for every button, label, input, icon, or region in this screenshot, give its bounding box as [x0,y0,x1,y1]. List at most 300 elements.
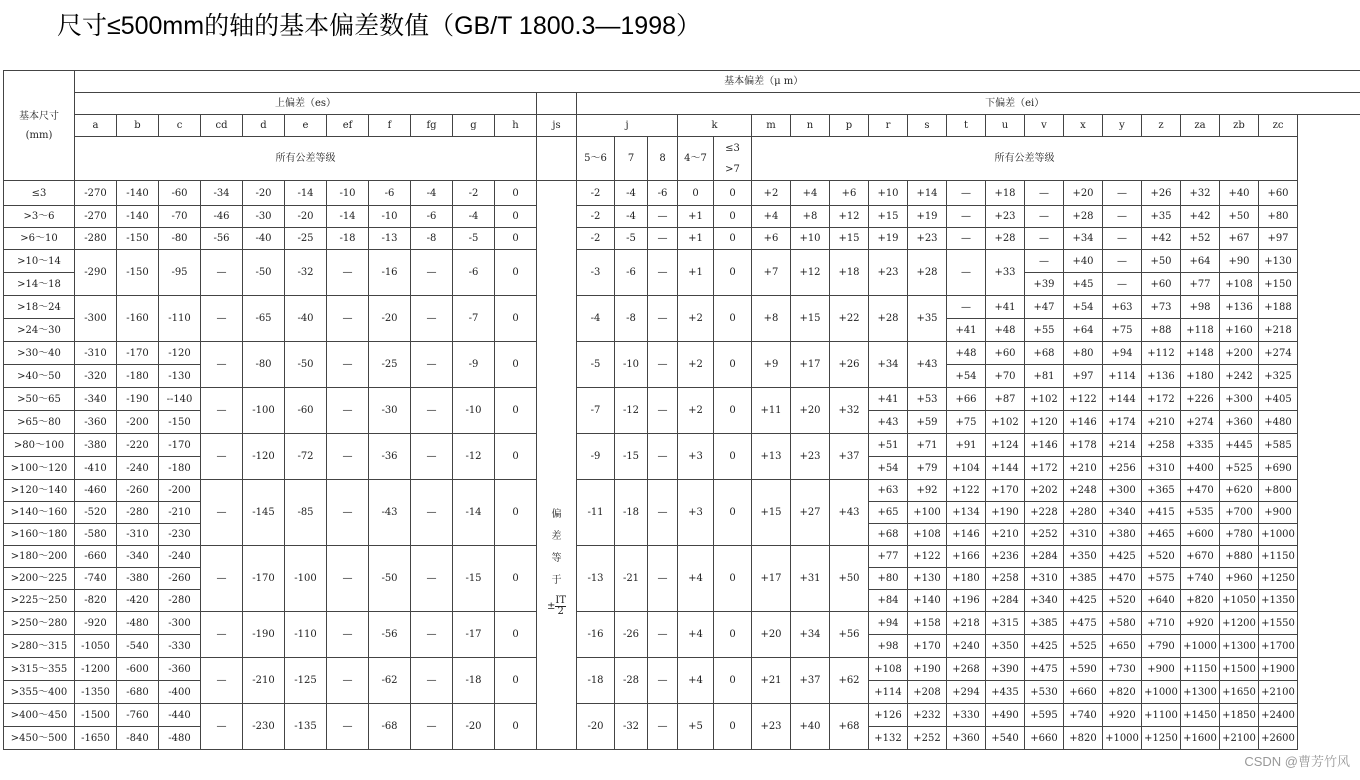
table-cell: +315 [986,612,1025,635]
table-cell: -600 [117,658,159,681]
table-cell: 0 [495,704,537,750]
table-cell: -2 [453,181,495,206]
table-cell: +310 [1064,524,1103,546]
table-cell: +132 [869,727,908,750]
dash-cell: — [411,612,453,658]
size-cell: >14～18 [4,273,75,296]
table-cell: +690 [1259,457,1298,480]
table-cell: — [947,228,986,250]
table-cell: +196 [947,590,986,612]
letter-header: n [791,115,830,137]
table-cell: -10 [615,342,648,388]
table-cell: -4 [453,206,495,228]
table-cell: +56 [830,612,869,658]
table-cell: — [648,206,678,228]
table-cell: -20 [369,296,411,342]
table-cell: — [648,388,678,434]
letter-header: v [1025,115,1064,137]
table-cell: +42 [1142,228,1181,250]
js-text: 偏 [551,508,562,520]
grade-header: 5～6 [577,137,615,181]
unit-label: (mm) [25,129,53,141]
dash-cell: — [411,658,453,704]
table-cell: -5 [453,228,495,250]
table-row [4,480,1360,502]
table-cell: -220 [117,434,159,457]
table-cell: +23 [986,206,1025,228]
table-cell: +365 [1142,480,1181,502]
table-cell: +65 [869,502,908,524]
table-cell: +1550 [1259,612,1298,635]
table-cell: +50 [1220,206,1259,228]
dash-cell: — [201,658,243,704]
table-cell: +4 [678,658,714,704]
table-cell: +68 [830,704,869,750]
table-cell: +258 [1142,434,1181,457]
letter-header: d [243,115,285,137]
table-cell: +170 [908,635,947,658]
table-cell: +390 [986,658,1025,681]
table-cell: -7 [577,388,615,434]
table-cell: +55 [1025,319,1064,342]
size-cell: >225～250 [4,590,75,612]
table-cell: -740 [75,568,117,590]
dash-cell: — [327,388,369,434]
dash-cell: — [201,342,243,388]
table-cell: +252 [908,727,947,750]
table-cell: -540 [117,635,159,658]
table-cell: -43 [369,480,411,546]
table-cell: -480 [159,727,201,750]
table-cell: -180 [159,457,201,480]
table-cell: +35 [908,296,947,342]
dash-cell: — [327,612,369,658]
dash-cell: — [327,250,369,296]
letter-header: g [453,115,495,137]
table-cell: +535 [1181,502,1220,524]
letter-header: fg [411,115,453,137]
table-cell: +240 [947,635,986,658]
table-cell: -9 [577,434,615,480]
table-cell: +580 [1103,612,1142,635]
table-row [4,206,1360,228]
table-cell: +35 [1142,206,1181,228]
table-cell: +174 [1103,411,1142,434]
table-cell: +350 [986,635,1025,658]
letter-header: t [947,115,986,137]
size-cell: >18～24 [4,296,75,319]
table-cell: +8 [752,296,791,342]
table-cell: 0 [714,228,752,250]
table-cell: +126 [869,704,908,727]
deviation-table-wrapper [3,70,1350,750]
page-title: 尺寸≤500mm的轴的基本偏差数值（GB/T 1800.3—1998） [57,12,701,40]
table-cell: -120 [159,342,201,365]
table-cell: +12 [830,206,869,228]
table-cell: -190 [243,612,285,658]
table-cell: +39 [1025,273,1064,296]
table-cell: +102 [1025,388,1064,411]
table-cell: +27 [791,480,830,546]
letter-header: c [159,115,201,137]
table-cell: -20 [577,704,615,750]
table-cell: +170 [986,480,1025,502]
table-cell: +19 [908,206,947,228]
table-cell: +208 [908,681,947,704]
table-cell: -16 [577,612,615,658]
table-cell: +15 [791,296,830,342]
table-cell: +310 [1025,568,1064,590]
table-row [4,546,1360,568]
table-cell: -460 [75,480,117,502]
table-cell: -210 [243,658,285,704]
table-cell: -1650 [75,727,117,750]
table-cell: +20 [1064,181,1103,206]
table-cell: -170 [117,342,159,365]
table-cell: +660 [1025,727,1064,750]
dash-cell: — [327,704,369,750]
table-cell: -11 [577,480,615,546]
table-cell: +200 [1220,342,1259,365]
table-cell: — [648,480,678,546]
table-cell: +134 [947,502,986,524]
table-cell: +19 [869,228,908,250]
js-text: 等 [551,552,562,564]
table-cell: +540 [986,727,1025,750]
table-cell: +1300 [1181,681,1220,704]
table-cell: +1050 [1220,590,1259,612]
table-cell: +28 [1064,206,1103,228]
table-cell: -300 [159,612,201,635]
table-cell: +465 [1142,524,1181,546]
table-cell: — [648,704,678,750]
table-cell: +226 [1181,388,1220,411]
table-cell: -6 [411,206,453,228]
size-cell: >3～6 [4,206,75,228]
table-cell: -480 [117,612,159,635]
table-cell: +480 [1259,411,1298,434]
table-cell: +400 [1181,457,1220,480]
grade-header: 8 [648,137,678,181]
table-cell: +300 [1220,388,1259,411]
table-cell: +178 [1064,434,1103,457]
table-cell: — [947,206,986,228]
table-cell: -110 [285,612,327,658]
table-cell: -145 [243,480,285,546]
table-cell: +1650 [1220,681,1259,704]
table-cell: -30 [243,206,285,228]
table-cell: +4 [678,546,714,612]
table-cell: +188 [1259,296,1298,319]
table-cell: +4 [678,612,714,658]
table-cell: +64 [1181,250,1220,273]
dash-cell: — [327,480,369,546]
table-cell: +1900 [1259,658,1298,681]
table-cell: +12 [791,250,830,296]
table-cell: +48 [986,319,1025,342]
letter-header: zb [1220,115,1259,137]
table-cell: +77 [1181,273,1220,296]
table-cell: — [947,250,986,296]
table-cell: +284 [1025,546,1064,568]
table-cell: +730 [1103,658,1142,681]
table-cell: 0 [495,388,537,434]
table-cell: -9 [453,342,495,388]
table-cell: -240 [159,546,201,568]
table-cell: +1450 [1181,704,1220,727]
size-cell: >280～315 [4,635,75,658]
plus-minus-symbol: ± [546,600,556,612]
dash-cell: — [201,480,243,546]
table-cell: -85 [285,480,327,546]
table-cell: -20 [453,704,495,750]
table-cell: -1500 [75,704,117,727]
table-cell: 0 [714,206,752,228]
table-cell: +1 [678,250,714,296]
table-row [4,434,1360,457]
basic-size-label: 基本尺寸 [19,110,59,122]
table-cell: +710 [1142,612,1181,635]
table-cell: +525 [1220,457,1259,480]
table-cell: +445 [1220,434,1259,457]
size-cell: >100～120 [4,457,75,480]
table-cell: +80 [869,568,908,590]
dash-cell: — [327,658,369,704]
size-cell: >140～160 [4,502,75,524]
table-cell: -340 [117,546,159,568]
table-cell: -4 [577,296,615,342]
dash-cell: — [201,250,243,296]
table-cell: -420 [117,590,159,612]
table-cell: +118 [1181,319,1220,342]
table-cell: -135 [285,704,327,750]
dash-cell: — [201,546,243,612]
table-cell: +51 [869,434,908,457]
table-cell: +1700 [1259,635,1298,658]
table-cell: -50 [285,342,327,388]
table-cell: -330 [159,635,201,658]
table-cell: +71 [908,434,947,457]
table-cell: 0 [495,342,537,388]
table-cell: -290 [75,250,117,296]
table-cell: — [648,612,678,658]
size-cell: >180～200 [4,546,75,568]
table-cell: +146 [1025,434,1064,457]
table-cell: +14 [908,181,947,206]
letter-header: p [830,115,869,137]
table-cell: +325 [1259,365,1298,388]
table-cell: +90 [1220,250,1259,273]
table-cell: +34 [791,612,830,658]
grade-header [714,137,752,181]
table-cell: +28 [986,228,1025,250]
table-cell: +26 [1142,181,1181,206]
table-cell: +148 [1181,342,1220,365]
table-cell: +70 [986,365,1025,388]
table-cell: +470 [1181,480,1220,502]
table-cell: 0 [495,228,537,250]
table-cell: +114 [869,681,908,704]
upper-deviation-header: 上偏差（es） [75,93,537,115]
table-cell: -28 [615,658,648,704]
table-cell: +1000 [1181,635,1220,658]
table-cell: +160 [1220,319,1259,342]
size-cell: >50～65 [4,388,75,411]
table-cell: -68 [369,704,411,750]
table-cell: +650 [1103,635,1142,658]
table-cell: — [1025,181,1064,206]
table-cell: +585 [1259,434,1298,457]
table-cell: +40 [1220,181,1259,206]
table-cell: 0 [495,480,537,546]
table-cell: -5 [577,342,615,388]
table-cell: -56 [369,612,411,658]
table-cell: -180 [117,365,159,388]
table-cell: +41 [986,296,1025,319]
table-cell: +595 [1025,704,1064,727]
table-cell: +37 [791,658,830,704]
table-cell: +41 [869,388,908,411]
table-cell: +100 [908,502,947,524]
table-cell: -1200 [75,658,117,681]
table-cell: +42 [1181,206,1220,228]
table-cell: +490 [986,704,1025,727]
table-cell: +22 [830,296,869,342]
table-cell: -14 [453,480,495,546]
table-cell: +218 [1259,319,1298,342]
dash-cell: — [411,388,453,434]
letter-header: e [285,115,327,137]
table-cell: +91 [947,434,986,457]
dash-cell: — [201,612,243,658]
table-cell: +790 [1142,635,1181,658]
table-cell: +214 [1103,434,1142,457]
table-cell: +80 [1259,206,1298,228]
table-cell: +475 [1064,612,1103,635]
table-cell: -110 [159,296,201,342]
table-cell: -8 [615,296,648,342]
table-cell: +31 [791,546,830,612]
table-row [4,181,1360,206]
dash-cell: — [327,546,369,612]
table-cell: +340 [1103,502,1142,524]
js-cell [537,181,577,750]
table-cell: -280 [159,590,201,612]
table-cell: — [947,296,986,319]
table-cell: -200 [117,411,159,434]
size-cell: >10～14 [4,250,75,273]
table-cell: +242 [1220,365,1259,388]
table-cell: +108 [908,524,947,546]
table-cell: 0 [714,612,752,658]
table-row [4,658,1360,681]
table-cell: +20 [752,612,791,658]
table-cell: +1250 [1142,727,1181,750]
letter-header: h [495,115,537,137]
table-cell: +43 [869,411,908,434]
table-cell: +136 [1142,365,1181,388]
table-cell: +330 [947,704,986,727]
table-cell: +54 [1064,296,1103,319]
table-cell: +28 [869,296,908,342]
table-cell: -150 [117,250,159,296]
table-cell: +48 [947,342,986,365]
size-cell: >200～225 [4,568,75,590]
table-row [4,388,1360,411]
table-cell: +258 [986,568,1025,590]
table-cell: +284 [986,590,1025,612]
table-cell: +64 [1064,319,1103,342]
table-cell: -3 [577,250,615,296]
table-cell: +23 [752,704,791,750]
table-cell: +1 [678,206,714,228]
table-cell: +360 [947,727,986,750]
table-cell: +172 [1142,388,1181,411]
table-cell: +2600 [1259,727,1298,750]
table-cell: -16 [369,250,411,296]
table-cell: -95 [159,250,201,296]
table-cell: +1300 [1220,635,1259,658]
table-cell: +81 [1025,365,1064,388]
size-cell: >40～50 [4,365,75,388]
table-cell: +17 [752,546,791,612]
table-cell: -1350 [75,681,117,704]
dash-cell: — [411,704,453,750]
table-cell: +94 [1103,342,1142,365]
table-cell: +62 [830,658,869,704]
table-cell: +108 [1220,273,1259,296]
table-cell: +740 [1064,704,1103,727]
table-cell: -310 [117,524,159,546]
table-cell: +425 [1064,590,1103,612]
table-cell: +32 [1181,181,1220,206]
table-cell: 0 [495,658,537,704]
size-cell: >24～30 [4,319,75,342]
table-cell: -140 [117,181,159,206]
table-cell: +130 [908,568,947,590]
table-cell: -360 [159,658,201,681]
table-cell: -12 [453,434,495,480]
table-cell: — [1103,228,1142,250]
table-cell: +23 [791,434,830,480]
table-cell: — [1025,250,1064,273]
table-cell: — [1103,206,1142,228]
table-cell: -14 [285,181,327,206]
table-cell: +1100 [1142,704,1181,727]
table-cell: +34 [1064,228,1103,250]
table-cell: -26 [615,612,648,658]
table-cell: +2 [678,296,714,342]
table-row [4,296,1360,319]
table-cell: 0 [714,546,752,612]
table-cell: 0 [714,434,752,480]
table-cell: +32 [830,388,869,434]
dash-cell: — [201,296,243,342]
table-cell: -10 [369,206,411,228]
table-cell: +300 [1103,480,1142,502]
table-cell: +43 [830,480,869,546]
table-cell: +425 [1103,546,1142,568]
table-cell: 0 [714,296,752,342]
table-cell: +7 [752,250,791,296]
table-cell: 0 [678,181,714,206]
table-cell: 0 [714,342,752,388]
table-cell: 0 [714,480,752,546]
table-cell: +122 [947,480,986,502]
table-cell: -270 [75,206,117,228]
table-cell: -7 [453,296,495,342]
table-cell: +268 [947,658,986,681]
